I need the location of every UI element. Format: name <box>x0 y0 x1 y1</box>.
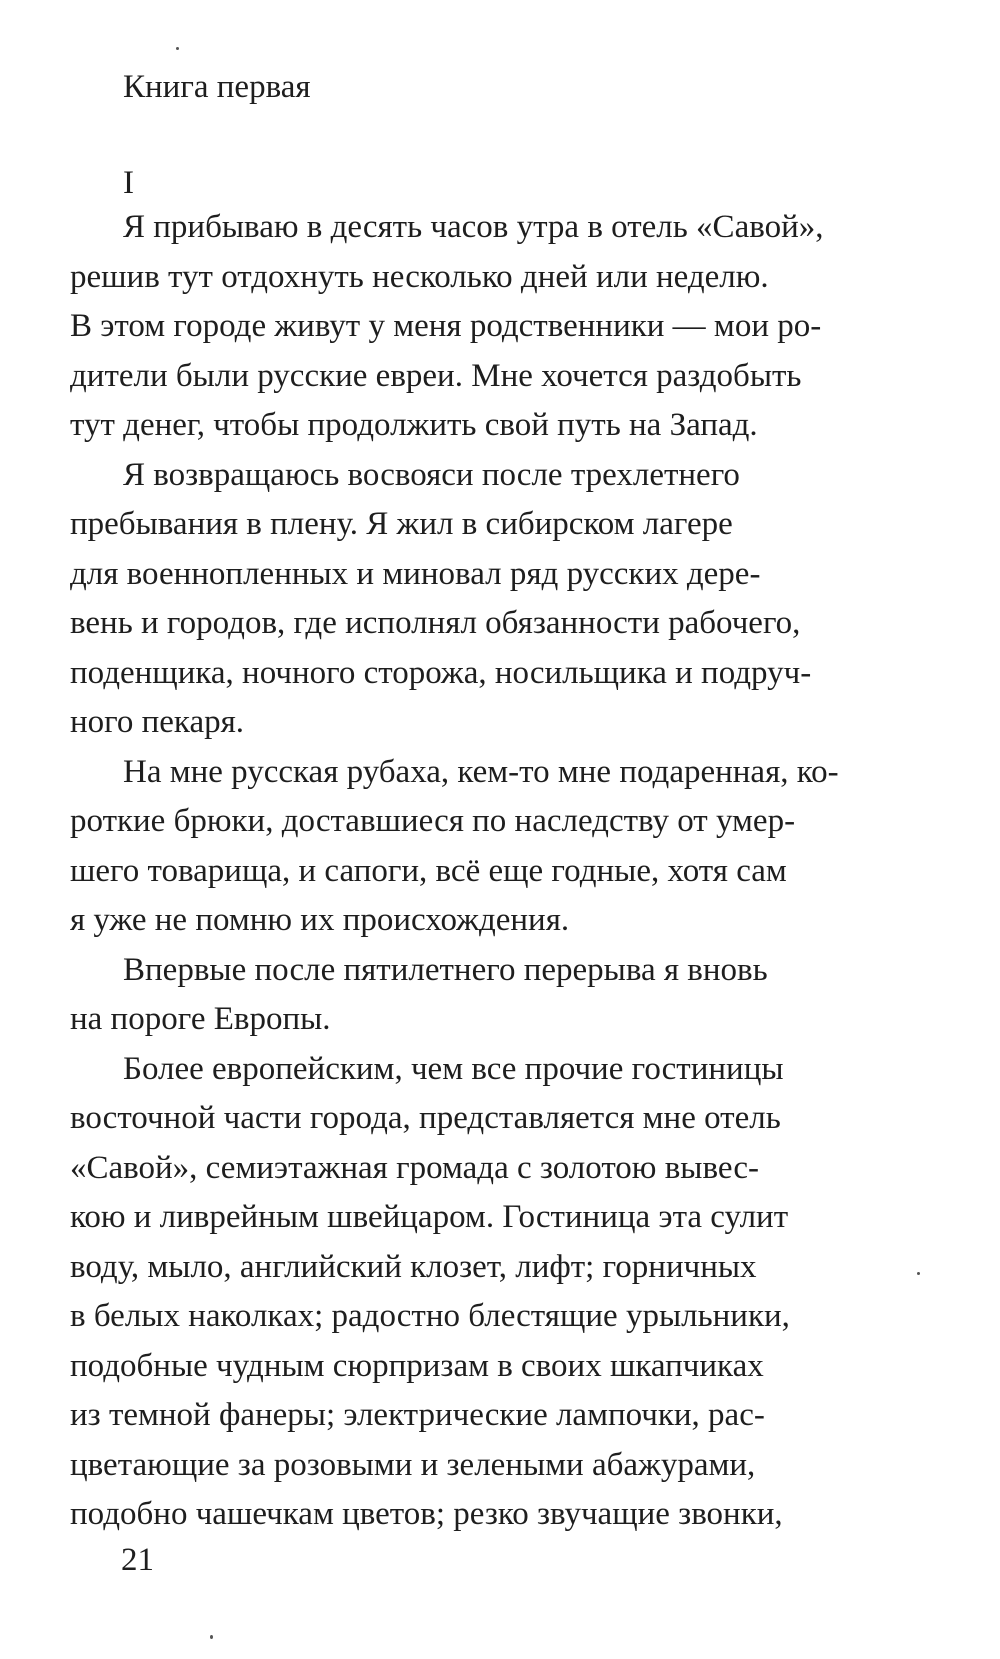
scan-speck <box>210 1635 213 1639</box>
text-line: для военнопленных и миновал ряд русских дере- <box>70 555 761 592</box>
text-line: я уже не помню их происхождения. <box>70 902 570 938</box>
text-line: решив тут отдохнуть несколько дней или неделю. <box>70 258 769 295</box>
text-line: цветающие за розовыми и зелеными абажурами, <box>70 1446 756 1483</box>
text-line: Впервые после пятилетнего перерыва я вновь <box>123 951 768 988</box>
text-line: подобно чашечкам цветов; резко звучащие звонки, <box>70 1496 783 1532</box>
chapter-number: I <box>123 165 134 201</box>
text-line: из темной фанеры; электрические лампочки, рас- <box>70 1397 765 1433</box>
text-line: шего товарища, и сапоги, всё еще годные, хотя сам <box>70 852 787 889</box>
running-head: Книга первая <box>123 69 311 105</box>
scan-speck <box>917 1272 920 1275</box>
text-line: на пороге Европы. <box>70 1001 331 1037</box>
text-line: дители были русские евреи. Мне хочется раздобыть <box>70 357 802 394</box>
text-line: тут денег, чтобы продолжить свой путь на Запад. <box>70 407 758 443</box>
text-line: «Савой», семиэтажная громада с золотою вывес- <box>70 1149 759 1186</box>
text-line: вень и городов, где исполнял обязанности рабочего, <box>70 605 801 641</box>
text-line: восточной части города, представляется мне отель <box>70 1100 781 1136</box>
page-number: 21 <box>121 1542 154 1578</box>
text-line: воду, мыло, английский клозет, лифт; горничных <box>70 1248 757 1285</box>
text-line: в белых наколках; радостно блестящие урыльники, <box>70 1298 790 1334</box>
text-line: Я прибываю в десять часов утра в отель «Савой», <box>123 209 824 245</box>
text-line: пребывания в плену. Я жил в сибирском лагере <box>70 506 733 542</box>
text-line: В этом городе живут у меня родственники — мои ро- <box>70 308 822 344</box>
text-line: Более европейским, чем все прочие гостиницы <box>123 1050 784 1087</box>
text-line: кою и ливрейным швейцаром. Гостиница эта сулит <box>70 1199 789 1235</box>
text-line: поденщика, ночного сторожа, носильщика и подруч- <box>70 654 812 691</box>
text-line: На мне русская рубаха, кем-то мне подаренная, ко- <box>123 753 839 790</box>
text-line: роткие брюки, доставшиеся по наследству от умер- <box>70 803 796 839</box>
body-text <box>70 203 955 1540</box>
text-line: подобные чудным сюрпризам в своих шкапчиках <box>70 1347 764 1384</box>
text-line: ного пекаря. <box>70 704 245 740</box>
text-line: Я возвращаюсь восвояси после трехлетнего <box>123 456 740 493</box>
scan-speck <box>176 47 179 50</box>
